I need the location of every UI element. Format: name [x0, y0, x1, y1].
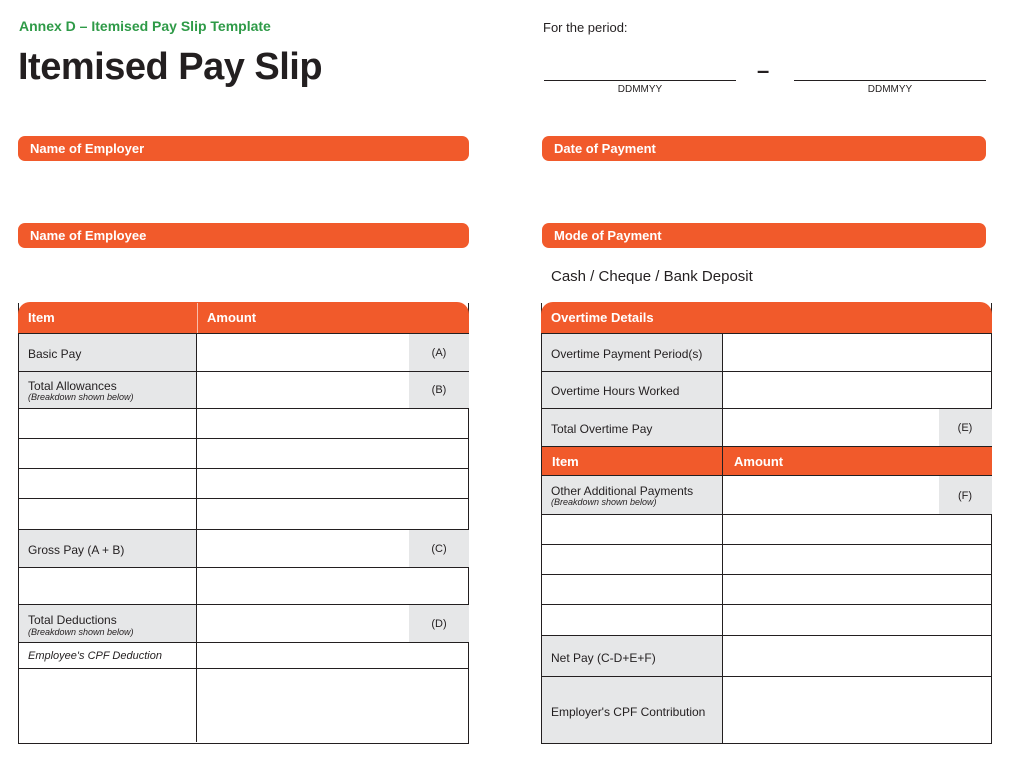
- cpf-deduction-label: Employee's CPF Deduction: [28, 650, 162, 662]
- period-label: For the period:: [543, 20, 628, 35]
- ot-period-label-cell: [542, 333, 723, 371]
- basic-pay-label-cell: [19, 333, 197, 371]
- ot-hours-label: Overtime Hours Worked: [551, 384, 680, 398]
- allowance-amount-field[interactable]: [197, 438, 469, 468]
- total-deductions-label-cell: [19, 604, 197, 642]
- annex-label: Annex D – Itemised Pay Slip Template: [19, 18, 271, 34]
- deduction-item-field[interactable]: [19, 668, 197, 740]
- amount-column-header: Amount: [734, 454, 784, 469]
- allowance-amount-field[interactable]: [197, 408, 469, 438]
- gross-pay-amount[interactable]: [197, 529, 409, 567]
- period-start-caption: DDMMYY: [617, 84, 663, 95]
- payment-amount-field[interactable]: [723, 544, 992, 574]
- ot-hours-label-cell: [542, 371, 723, 408]
- other-payments-amount[interactable]: [723, 475, 939, 514]
- basic-pay-label: Basic Pay: [28, 347, 82, 361]
- overtime-table-header: [541, 302, 992, 333]
- other-payments-label-cell: [542, 475, 723, 514]
- payment-item-field[interactable]: [542, 514, 723, 544]
- ot-total-label-cell: [542, 408, 723, 446]
- net-pay-label: Net Pay (C-D+E+F): [551, 651, 656, 665]
- ot-total-amount[interactable]: [723, 408, 939, 446]
- amount-column-header: Amount: [207, 310, 257, 325]
- overtime-table: [541, 303, 992, 744]
- allowance-item-field[interactable]: [19, 438, 197, 468]
- basic-pay-amount[interactable]: [197, 333, 409, 371]
- payment-item-field[interactable]: [542, 544, 723, 574]
- deduction-amount-field[interactable]: [197, 668, 469, 740]
- code-a: (A): [431, 347, 447, 359]
- overtime-details-header: Overtime Details: [551, 310, 654, 325]
- code-d-cell: [409, 604, 469, 642]
- additional-payments-header: [542, 446, 992, 475]
- net-pay-label-cell: [542, 635, 723, 676]
- other-payments-breakdown-note: (Breakdown shown below): [551, 497, 657, 507]
- code-c-cell: [409, 529, 469, 567]
- payment-amount-field[interactable]: [723, 604, 992, 635]
- ot-total-label: Total Overtime Pay: [551, 422, 653, 436]
- total-deductions-label: Total Deductions: [28, 613, 117, 627]
- net-pay-amount[interactable]: [723, 635, 992, 676]
- cpf-deduction-label-cell: [19, 642, 197, 668]
- code-a-cell: [409, 333, 469, 371]
- employer-name-header: Name of Employer: [18, 136, 469, 161]
- earnings-table-header: [18, 302, 469, 333]
- allowance-item-field[interactable]: [19, 468, 197, 498]
- deductions-breakdown-note: (Breakdown shown below): [28, 627, 134, 637]
- payment-amount-field[interactable]: [723, 574, 992, 604]
- cpf-deduction-amount[interactable]: [197, 642, 469, 668]
- total-deductions-amount[interactable]: [197, 604, 409, 642]
- employer-cpf-amount[interactable]: [723, 676, 992, 743]
- payment-mode-header: Mode of Payment: [542, 223, 986, 248]
- code-d: (D): [431, 618, 447, 630]
- code-e: (E): [957, 422, 973, 434]
- ot-period-field[interactable]: [723, 333, 992, 371]
- gross-pay-label: Gross Pay (A + B): [28, 543, 125, 557]
- total-allowances-label-cell: [19, 371, 197, 408]
- ot-hours-field[interactable]: [723, 371, 992, 408]
- payment-amount-field[interactable]: [723, 514, 992, 544]
- allowance-item-field[interactable]: [19, 498, 197, 529]
- blank-amount-field[interactable]: [197, 567, 469, 604]
- employer-cpf-label-cell: [542, 676, 723, 743]
- payment-item-field[interactable]: [542, 604, 723, 635]
- item-column-header: Item: [28, 310, 55, 325]
- allowance-item-field[interactable]: [19, 408, 197, 438]
- employee-name-header: Name of Employee: [18, 223, 469, 248]
- total-allowances-label: Total Allowances: [28, 379, 117, 393]
- gross-pay-label-cell: [19, 529, 197, 567]
- code-f: (F): [957, 490, 973, 502]
- code-f-cell: [939, 475, 992, 514]
- payment-date-header: Date of Payment: [542, 136, 986, 161]
- period-end-field[interactable]: [794, 80, 986, 81]
- allowance-amount-field[interactable]: [197, 498, 469, 529]
- allowance-amount-field[interactable]: [197, 468, 469, 498]
- code-e-cell: [939, 408, 992, 446]
- payment-item-field[interactable]: [542, 574, 723, 604]
- page-title: Itemised Pay Slip: [18, 46, 323, 88]
- ot-period-label: Overtime Payment Period(s): [551, 347, 703, 361]
- other-payments-label: Other Additional Payments: [551, 484, 694, 498]
- code-c: (C): [431, 543, 447, 555]
- blank-item-field[interactable]: [19, 567, 197, 604]
- allowances-breakdown-note: (Breakdown shown below): [28, 392, 134, 402]
- code-b-cell: [409, 371, 469, 408]
- employer-cpf-label: Employer's CPF Contribution: [551, 705, 706, 719]
- earnings-table: [18, 303, 469, 744]
- payment-mode-value: Cash / Cheque / Bank Deposit: [551, 268, 753, 285]
- item-column-header: Item: [552, 454, 579, 469]
- code-b: (B): [431, 384, 447, 396]
- period-dash: –: [757, 58, 770, 83]
- period-start-field[interactable]: [544, 80, 736, 81]
- total-allowances-amount[interactable]: [197, 371, 409, 408]
- period-end-caption: DDMMYY: [867, 84, 913, 95]
